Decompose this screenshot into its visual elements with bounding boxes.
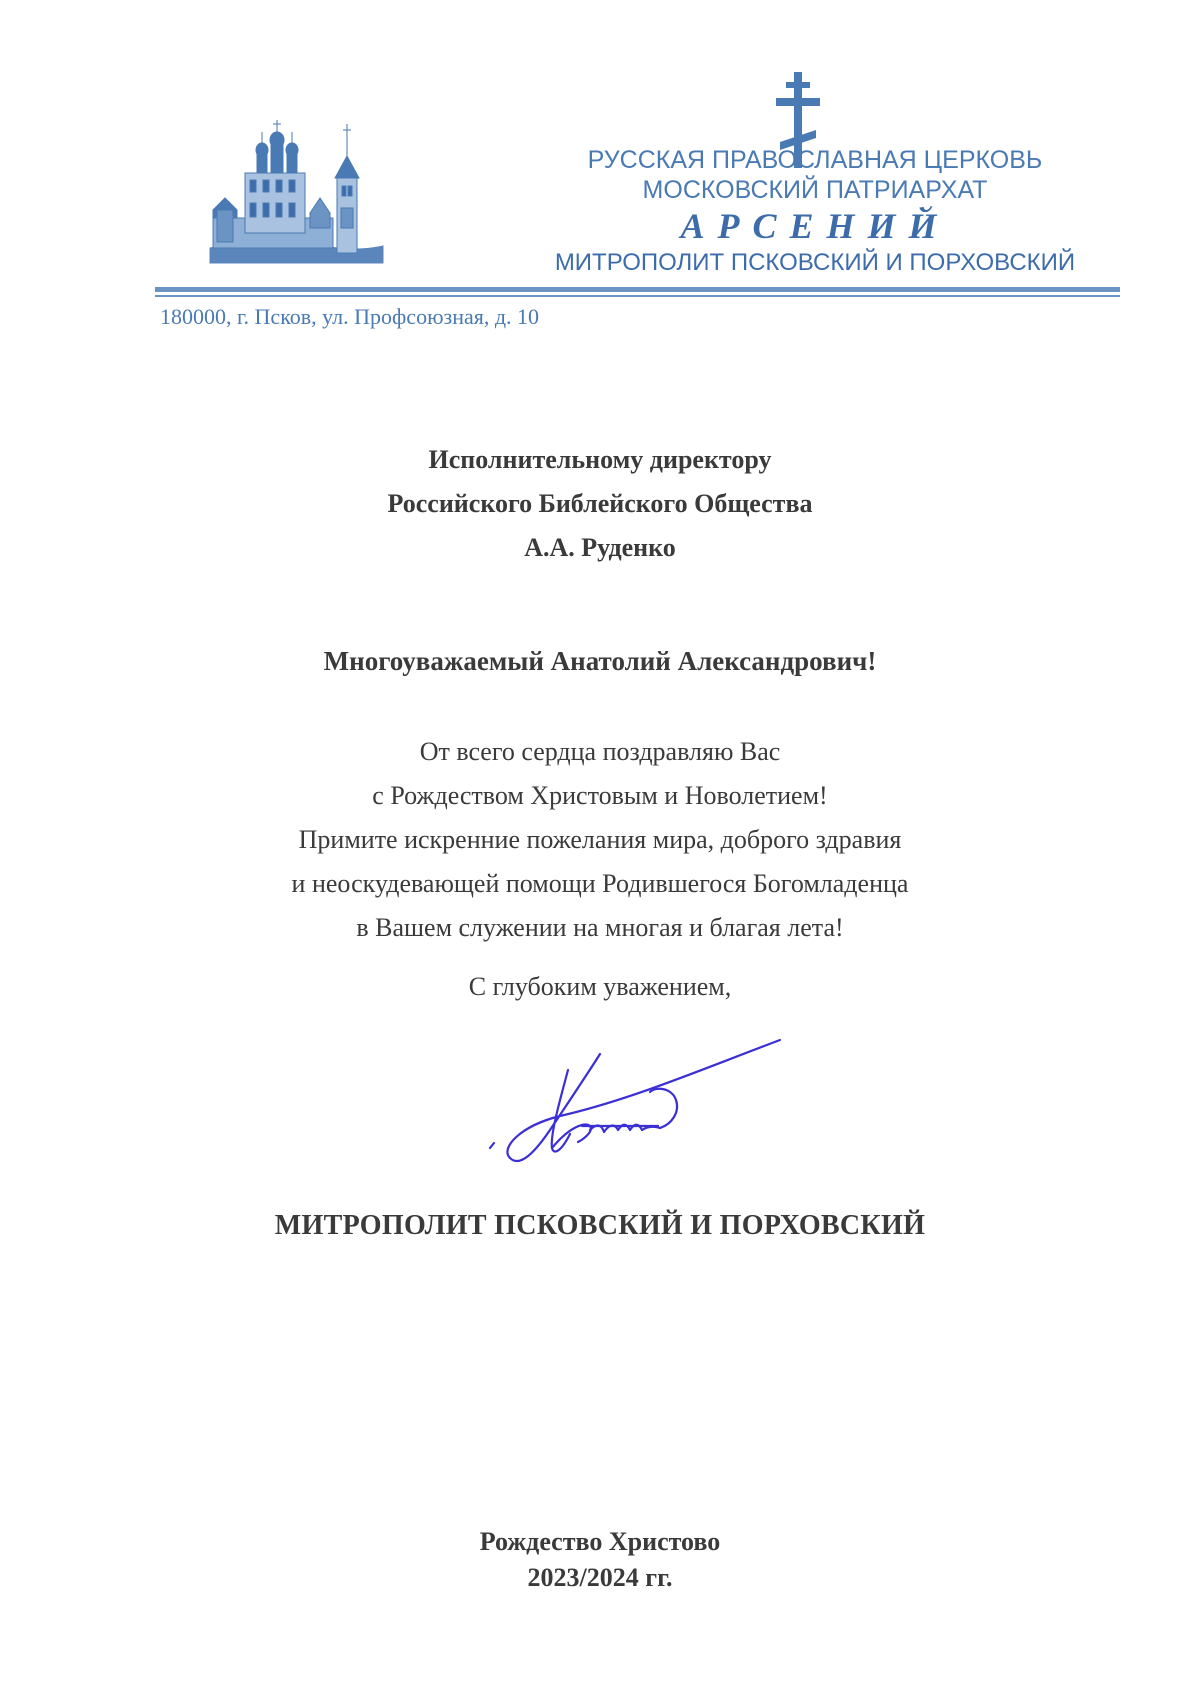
- date-occasion: Рождество Христово: [479, 1527, 721, 1556]
- body-line: в Вашем служении на многая и благая лета!: [356, 913, 844, 942]
- patriarchate-line: МОСКОВСКИЙ ПАТРИАРХАТ: [642, 176, 988, 204]
- letterhead-rule-thin: [155, 295, 1120, 297]
- signature: [480, 1030, 800, 1190]
- pskov-kremlin-emblem: [205, 118, 385, 268]
- letterhead-rule: [155, 287, 1120, 292]
- address: 180000, г. Псков, ул. Профсоюзная, д. 10: [160, 304, 540, 329]
- salutation: Многоуважаемый Анатолий Александрович!: [323, 646, 877, 676]
- addressee-line: Исполнительному директору: [428, 445, 772, 474]
- closing-phrase: С глубоким уважением,: [468, 972, 732, 1001]
- hierarch-title: МИТРОПОЛИТ ПСКОВСКИЙ И ПОРХОВСКИЙ: [554, 249, 1076, 276]
- hierarch-name: АРСЕНИЙ: [680, 206, 950, 246]
- body-line: с Рождеством Христовым и Новолетием!: [372, 781, 828, 810]
- date-years: 2023/2024 гг.: [527, 1563, 673, 1592]
- signatory-title: МИТРОПОЛИТ ПСКОВСКИЙ И ПОРХОВСКИЙ: [274, 1210, 926, 1241]
- body-line: Примите искренние пожелания мира, доброго здравия: [298, 825, 902, 854]
- body-line: и неоскудевающей помощи Родившегося Богомладенца: [291, 869, 909, 898]
- body-line: От всего сердца поздравляю Вас: [419, 737, 781, 766]
- addressee-line: А.А. Руденко: [524, 533, 676, 562]
- addressee-line: Российского Библейского Общества: [387, 489, 813, 518]
- church-name-line: РУССКАЯ ПРАВОСЛАВНАЯ ЦЕРКОВЬ: [587, 146, 1043, 174]
